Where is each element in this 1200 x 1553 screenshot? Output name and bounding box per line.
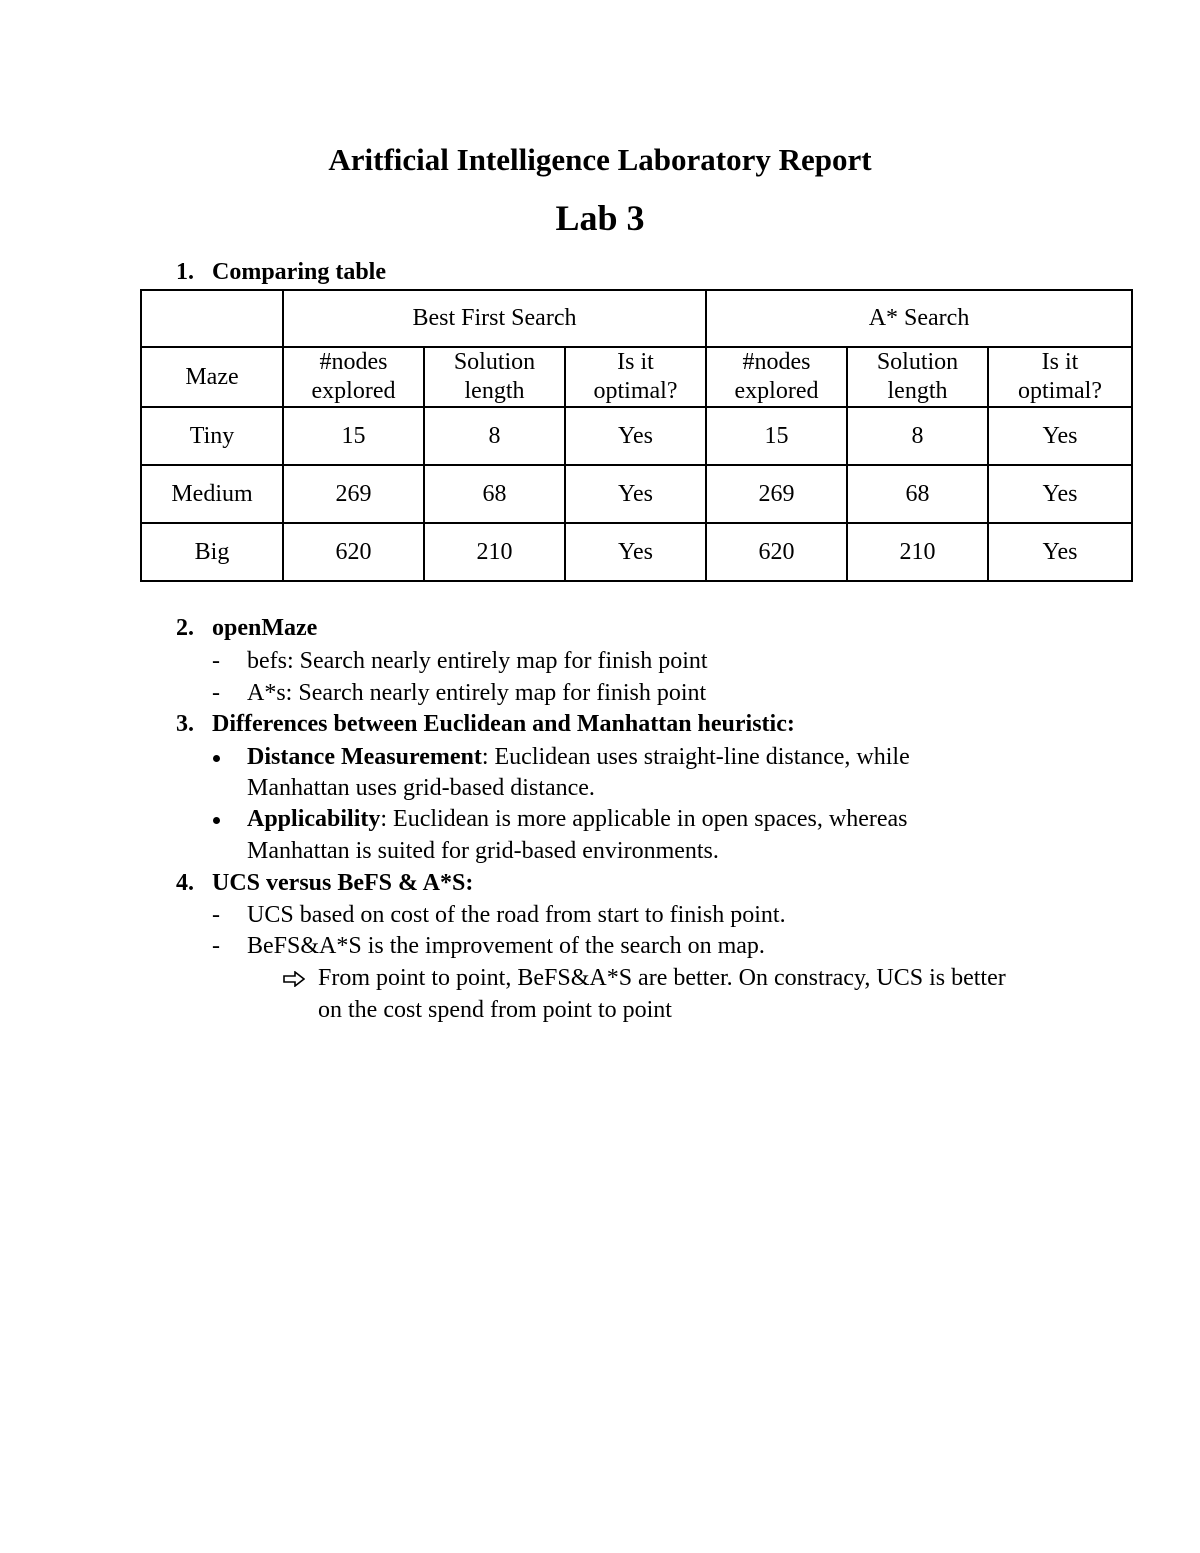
table-cell: 269 [706,465,847,523]
table-col-header-bfs-nodes [283,347,424,407]
header-text: optimal? [1018,378,1102,404]
section-1-title: Comparing table [212,259,386,285]
table-cell: Yes [988,523,1132,581]
table-cell: 620 [706,523,847,581]
bullet-icon [213,817,220,824]
header-text: Maze [185,363,239,390]
header-text: explored [734,378,819,404]
dash-marker: - [212,680,220,706]
table-cell: Yes [988,465,1132,523]
comparison-table [140,289,1133,582]
dash-marker: - [212,902,220,928]
conclusion-text-continuation: on the cost spend from point to point [318,997,672,1023]
table-row [141,523,1132,581]
list-item [247,742,910,773]
bullet-icon [213,755,220,762]
table-cell: 8 [424,407,565,465]
list-item-continuation: Manhattan uses grid-based distance. [247,775,595,801]
section-1-heading [176,257,386,287]
header-text: Solution [876,349,959,375]
header-text: Is it [617,349,654,375]
table-col-header-astar-optimal [988,347,1132,407]
table-cell: 68 [424,465,565,523]
right-arrow-icon [283,971,305,987]
header-text: optimal? [593,378,678,404]
table-column-header-row [141,347,1132,407]
table-group-header-empty [141,290,283,347]
header-text: #nodes [742,349,811,375]
list-item: befs: Search nearly entirely map for finish point [247,648,708,674]
table-cell: 210 [424,523,565,581]
table-cell-maze: Big [141,523,283,581]
table-col-header-bfs-optimal [565,347,706,407]
header-text: #nodes [319,349,388,375]
section-4-title: UCS versus BeFS & A*S: [212,870,474,896]
document-subtitle: Lab 3 [555,198,645,238]
list-item: UCS based on cost of the road from start to finish point. [247,902,786,928]
section-4-number: 4. [176,870,194,896]
header-text: length [887,378,948,404]
section-2-heading [176,613,317,643]
header-text: length [464,378,525,404]
table-col-header-astar-nodes [706,347,847,407]
table-col-header-maze [141,347,283,407]
table-group-header-astar: A* Search [706,290,1132,347]
table-cell-maze: Tiny [141,407,283,465]
list-item [247,804,908,835]
table-row [141,465,1132,523]
table-cell: Yes [565,465,706,523]
section-3-heading [176,709,795,739]
conclusion-text: From point to point, BeFS&A*S are better. On constracy, UCS is better [318,965,1006,991]
section-3-title: Differences between Euclidean and Manhattan heuristic: [212,711,795,737]
list-item: BeFS&A*S is the improvement of the search on map. [247,933,765,959]
table-cell-maze: Medium [141,465,283,523]
table-group-header-row [141,290,1132,347]
table-cell: 15 [283,407,424,465]
table-cell: 269 [283,465,424,523]
table-cell: 68 [847,465,988,523]
header-text: Solution [453,349,536,375]
list-item-text: : Euclidean uses straight-line distance, while [481,744,910,770]
table-cell: 15 [706,407,847,465]
table-cell: 8 [847,407,988,465]
header-text: explored [311,378,396,404]
dash-marker: - [212,648,220,674]
table-group-header-bfs: Best First Search [283,290,706,347]
table-cell: 620 [283,523,424,581]
list-item-continuation: Manhattan is suited for grid-based environments. [247,838,719,864]
table-row [141,407,1132,465]
document-title: Aritficial Intelligence Laboratory Report [328,142,872,177]
list-item: A*s: Search nearly entirely map for finish point [247,680,707,706]
list-item-term: Distance Measurement [247,744,482,770]
section-2-title: openMaze [212,615,318,641]
section-4-heading [176,868,473,898]
table-cell: Yes [988,407,1132,465]
section-1-number: 1. [176,259,194,285]
table-cell: Yes [565,407,706,465]
table-cell: Yes [565,523,706,581]
dash-marker: - [212,933,220,959]
section-3-number: 3. [176,711,194,737]
section-2-number: 2. [176,615,194,641]
table-col-header-astar-length [847,347,988,407]
list-item-text: : Euclidean is more applicable in open spaces, whereas [380,806,908,832]
list-item-term: Applicability [247,806,381,832]
header-text: Is it [1041,349,1079,375]
table-col-header-bfs-length [424,347,565,407]
table-cell: 210 [847,523,988,581]
